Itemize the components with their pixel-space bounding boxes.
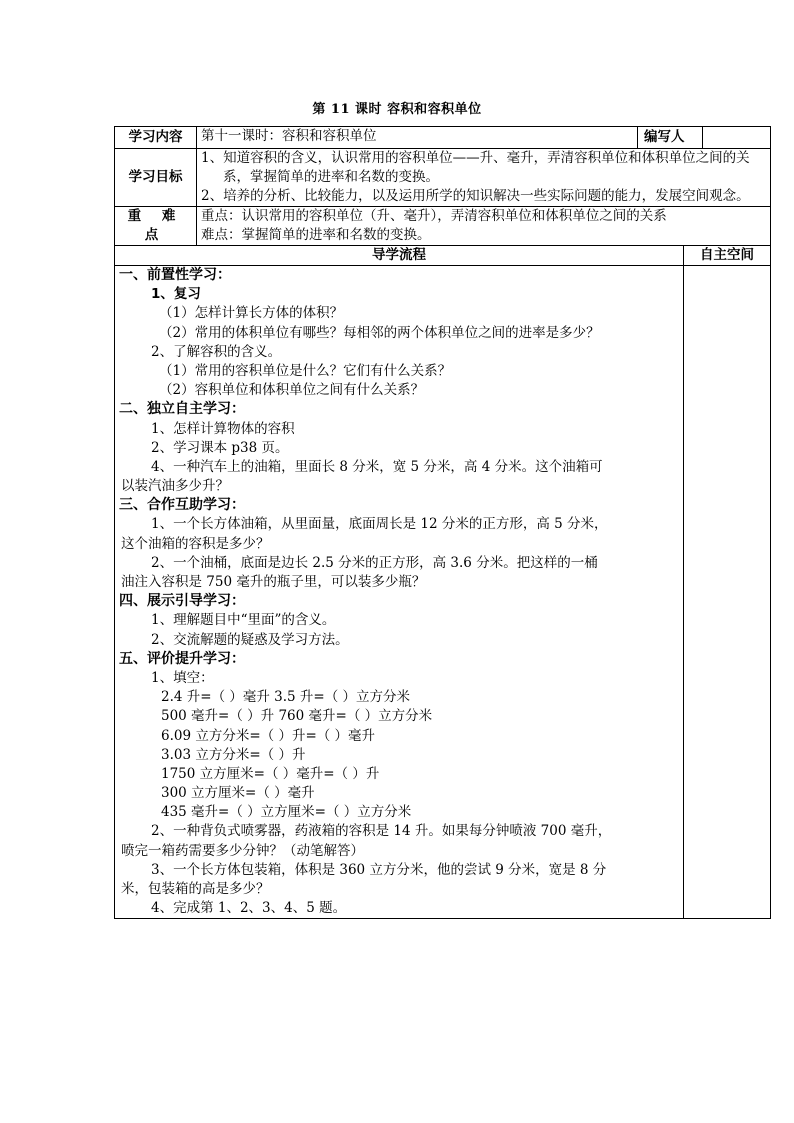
flow-line: 1、一个长方体油箱，从里面量，底面周长是 12 分米的正方形，高 5 分米， (151, 516, 608, 533)
flow-line: 2、学习课本 p38 页。 (151, 439, 289, 456)
flow-line: （2）容积单位和体积单位之间有什么关系？ (159, 382, 425, 399)
flow-line: 这个油箱的容积是多少？ (121, 535, 270, 552)
flow-line: 4、一种汽车上的油箱，里面长 8 分米，宽 5 分米，高 4 分米。这个油箱可 (151, 458, 603, 475)
objectives-content (197, 149, 771, 207)
author-value (703, 127, 770, 148)
fill-blank-item: 1750 立方厘米=（ ）毫升=（ ）升 (161, 765, 380, 782)
flow-line: 3、一个长方体包装箱，体积是 360 立方分米，他的尝试 9 分米，宽是 8 分 (151, 861, 607, 878)
flow-header: 导学流程 (115, 246, 684, 266)
section-heading: 四、展示引导学习： (119, 593, 245, 610)
flow-line: （2）常用的体积单位有哪些？每相邻的两个体积单位之间的进率是多少？ (159, 324, 600, 341)
section-heading: 三、合作互助学习： (119, 497, 245, 514)
flow-line: 1、填空： (151, 669, 214, 686)
flow-line: （1）怎样计算长方体的体积？ (159, 305, 344, 322)
self-space-header: 自主空间 (684, 246, 771, 266)
lesson-plan-table (114, 126, 771, 919)
fill-blank-item: 300 立方厘米=（ ）毫升 (161, 785, 315, 802)
fill-blank-item: 6.09 立方分米=（ ）升=（ ）毫升 (161, 727, 376, 744)
difficult-point: 难点：掌握简单的进率和名数的变换。 (201, 227, 431, 243)
page-title: 第 11 课时 容积和容积单位 (312, 102, 482, 117)
label-objectives: 学习目标 (115, 149, 197, 207)
row-flow (115, 266, 771, 919)
flow-line: 米，包装箱的高是多少？ (121, 881, 270, 897)
key-point: 重点：认识常用的容积单位（升、毫升），弄清容积单位和体积单位之间的关系 (201, 208, 667, 224)
row-content (115, 127, 771, 149)
self-space-content (684, 266, 771, 919)
flow-line: 2、一种背负式喷雾器，药液箱的容积是 14 升。如果每分钟喷液 700 毫升， (151, 823, 612, 840)
row-flow-header (115, 246, 771, 266)
fill-blank-item: 3.03 立方分米=（ ）升 (161, 746, 306, 763)
content-value: 第十一课时：容积和容积单位 (197, 127, 638, 149)
objective-item: 2、培养的分析、比较能力，以及运用所学的知识解决一些实际问题的能力，发展空间观念。 (201, 188, 750, 204)
section-heading: 一、前置性学习： (119, 267, 231, 283)
key-points-content (197, 207, 771, 246)
flow-line: 2、交流解题的疑惑及学习方法。 (151, 631, 349, 648)
flow-line: 2、一个油桶，底面是边长 2.5 分米的正方形，高 3.6 分米。把这样的一桶 (151, 554, 598, 571)
flow-content (115, 266, 684, 919)
flow-line: 1、复习 (151, 286, 201, 303)
flow-line: 1、理解题目中“里面”的含义。 (151, 612, 336, 629)
fill-blank-item: 500 毫升=（ ）升 760 毫升=（ ）立方分米 (161, 708, 433, 725)
flow-line: 以装汽油多少升？ (121, 478, 229, 495)
flow-line: （1）常用的容积单位是什么？它们有什么关系？ (159, 362, 452, 379)
label-key-points: 重 难 点 (115, 207, 197, 246)
section-heading: 二、独立自主学习： (119, 401, 245, 418)
label-content: 学习内容 (115, 127, 197, 149)
row-key-points (115, 207, 771, 246)
objective-item: 1、知道容积的含义，认识常用的容积单位——升、毫升，弄清容积单位和体积单位之间的关系，掌握简单的进率和名数的变换。 (201, 150, 750, 185)
row-objectives (115, 149, 771, 207)
flow-line: 1、怎样计算物体的容积 (151, 420, 295, 437)
flow-line: 喷完一箱药需要多少分钟？（动笔解答） (121, 842, 364, 859)
fill-blank-item: 435 毫升=（ ）立方厘米=（ ）立方分米 (161, 804, 412, 821)
label-author: 编写人 (638, 127, 703, 148)
fill-blank-item: 2.4 升=（ ）毫升 3.5 升=（ ）立方分米 (161, 689, 411, 706)
flow-line: 2、了解容积的含义。 (151, 343, 282, 360)
flow-line: 4、完成第 1、2、3、4、5 题。 (151, 900, 347, 917)
section-heading: 五、评价提升学习： (119, 650, 245, 667)
flow-line: 油注入容积是 750 毫升的瓶子里，可以装多少瓶？ (121, 574, 426, 590)
